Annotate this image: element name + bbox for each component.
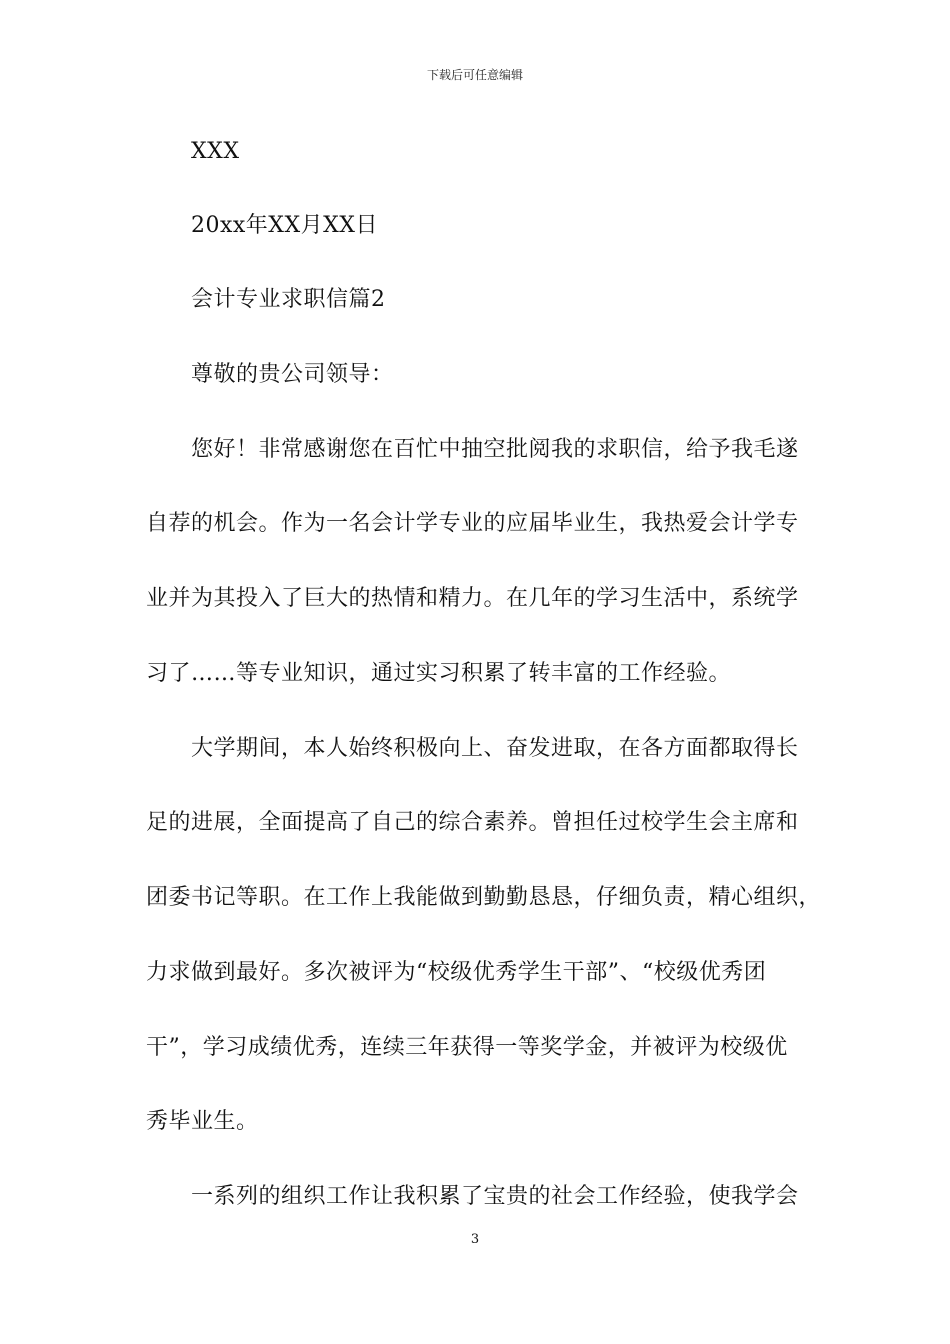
paragraph-line: 习了……等专业知识，通过实习积累了转丰富的工作经验。 bbox=[146, 661, 732, 686]
paragraph-line: 力求做到最好。多次被评为“校级优秀学生干部”、“校级优秀团 bbox=[146, 960, 767, 985]
paragraph-line: 自荐的机会。作为一名会计学专业的应届毕业生，我热爱会计学专 bbox=[146, 511, 799, 536]
paragraph-line: 大学期间，本人始终积极向上、奋发进取，在各方面都取得长 bbox=[191, 736, 799, 761]
paragraph-line: 足的进展，全面提高了自己的综合素养。曾担任过校学生会主席和 bbox=[146, 810, 799, 835]
salutation: 尊敬的贵公司领导： bbox=[191, 362, 394, 387]
paragraph-line: 一系列的组织工作让我积累了宝贵的社会工作经验，使我学会 bbox=[191, 1184, 799, 1209]
signature-date: 20xx年XX月XX日 bbox=[191, 213, 378, 238]
page-header-note: 下载后可任意编辑 bbox=[426, 68, 523, 82]
section-title: 会计专业求职信篇2 bbox=[191, 287, 386, 312]
paragraph-line: 您好！非常感谢您在百忙中抽空批阅我的求职信，给予我毛遂 bbox=[191, 437, 799, 462]
paragraph-line: 团委书记等职。在工作上我能做到勤勤恳恳，仔细负责，精心组织， bbox=[146, 885, 822, 910]
paragraph-line: 秀毕业生。 bbox=[146, 1109, 259, 1134]
paragraph-line: 干”，学习成绩优秀，连续三年获得一等奖学金，并被评为校级优 bbox=[146, 1035, 788, 1060]
paragraph-line: 业并为其投入了巨大的热情和精力。在几年的学习生活中，系统学 bbox=[146, 586, 799, 611]
signature-name: XXX bbox=[191, 139, 240, 164]
page-number: 3 bbox=[470, 1232, 480, 1247]
